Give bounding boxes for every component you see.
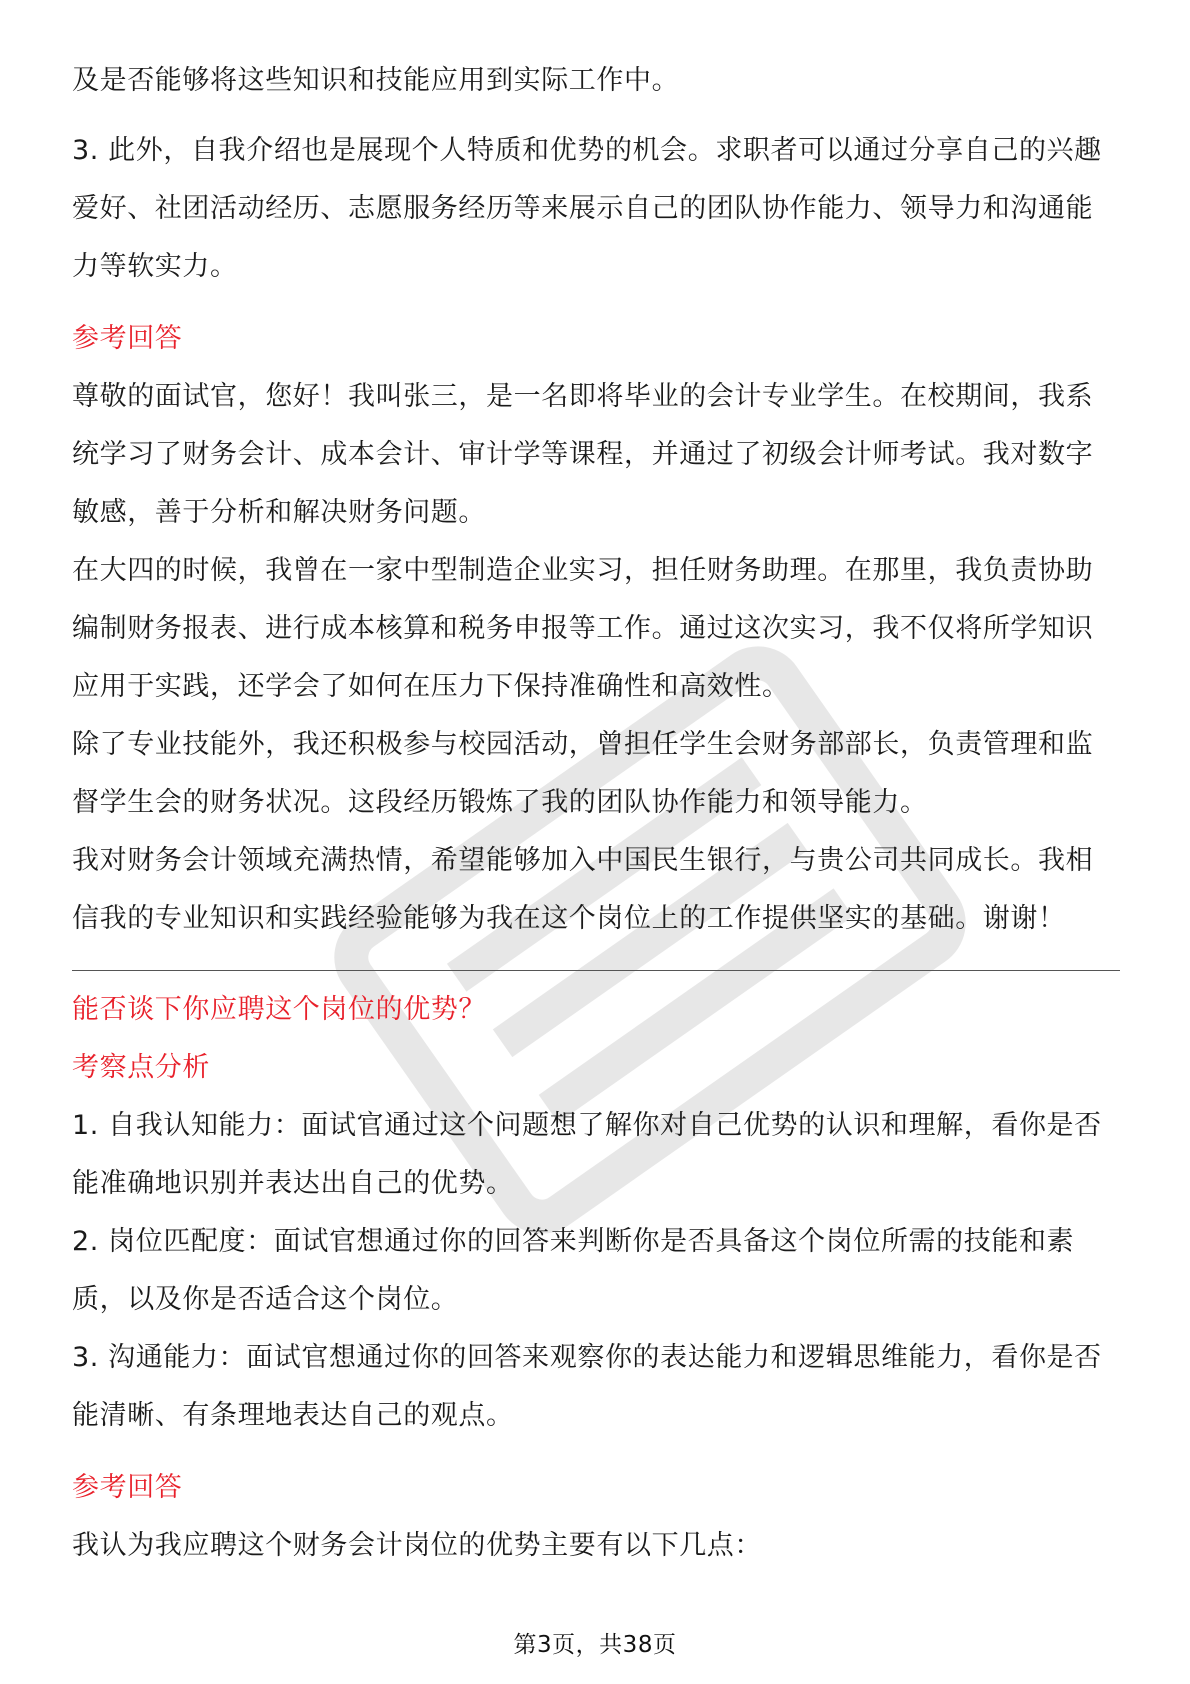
answer-heading: 参考回答	[72, 323, 183, 354]
document-body	[72, 52, 1120, 1575]
paragraph: 我认为我应聘这个财务会计岗位的优势主要有以下几点：	[72, 1530, 762, 1561]
analysis-point: 3. 沟通能力：面试官想通过你的回答来观察你的表达能力和逻辑思维能力，看你是否能清晰、有条理地表达自己的观点。	[72, 1342, 1102, 1431]
analysis-heading: 考察点分析	[72, 1052, 210, 1083]
paragraph: 及是否能够将这些知识和技能应用到实际工作中。	[72, 65, 680, 96]
page-number: 第3页，共38页	[513, 1632, 677, 1658]
analysis-point: 2. 岗位匹配度：面试官想通过你的回答来判断你是否具备这个岗位所需的技能和素质，以及你是否适合这个岗位。	[72, 1226, 1075, 1315]
paragraph: 尊敬的面试官，您好！我叫张三，是一名即将毕业的会计专业学生。在校期间，我系统学习了财务会计、成本会计、审计学等课程，并通过了初级会计师考试。我对数字敏感，善于分析和解决财务问题。	[72, 381, 1094, 528]
section-divider	[72, 970, 1120, 971]
paragraph: 在大四的时候，我曾在一家中型制造企业实习，担任财务助理。在那里，我负责协助编制财务报表、进行成本核算和税务申报等工作。通过这次实习，我不仅将所学知识应用于实践，还学会了如何在压力下保持准确性和高效性。	[72, 555, 1094, 702]
question-heading: 能否谈下你应聘这个岗位的优势？	[72, 994, 486, 1025]
paragraph: 我对财务会计领域充满热情，希望能够加入中国民生银行，与贵公司共同成长。我相信我的专业知识和实践经验能够为我在这个岗位上的工作提供坚实的基础。谢谢！	[72, 845, 1094, 934]
answer-heading: 参考回答	[72, 1472, 183, 1503]
analysis-point: 1. 自我认知能力：面试官通过这个问题想了解你对自己优势的认识和理解，看你是否能准确地识别并表达出自己的优势。	[72, 1110, 1102, 1199]
paragraph: 3. 此外，自我介绍也是展现个人特质和优势的机会。求职者可以通过分享自己的兴趣爱好、社团活动经历、志愿服务经历等来展示自己的团队协作能力、领导力和沟通能力等软实力。	[72, 135, 1102, 282]
paragraph: 除了专业技能外，我还积极参与校园活动，曾担任学生会财务部部长，负责管理和监督学生会的财务状况。这段经历锻炼了我的团队协作能力和领导能力。	[72, 729, 1094, 818]
